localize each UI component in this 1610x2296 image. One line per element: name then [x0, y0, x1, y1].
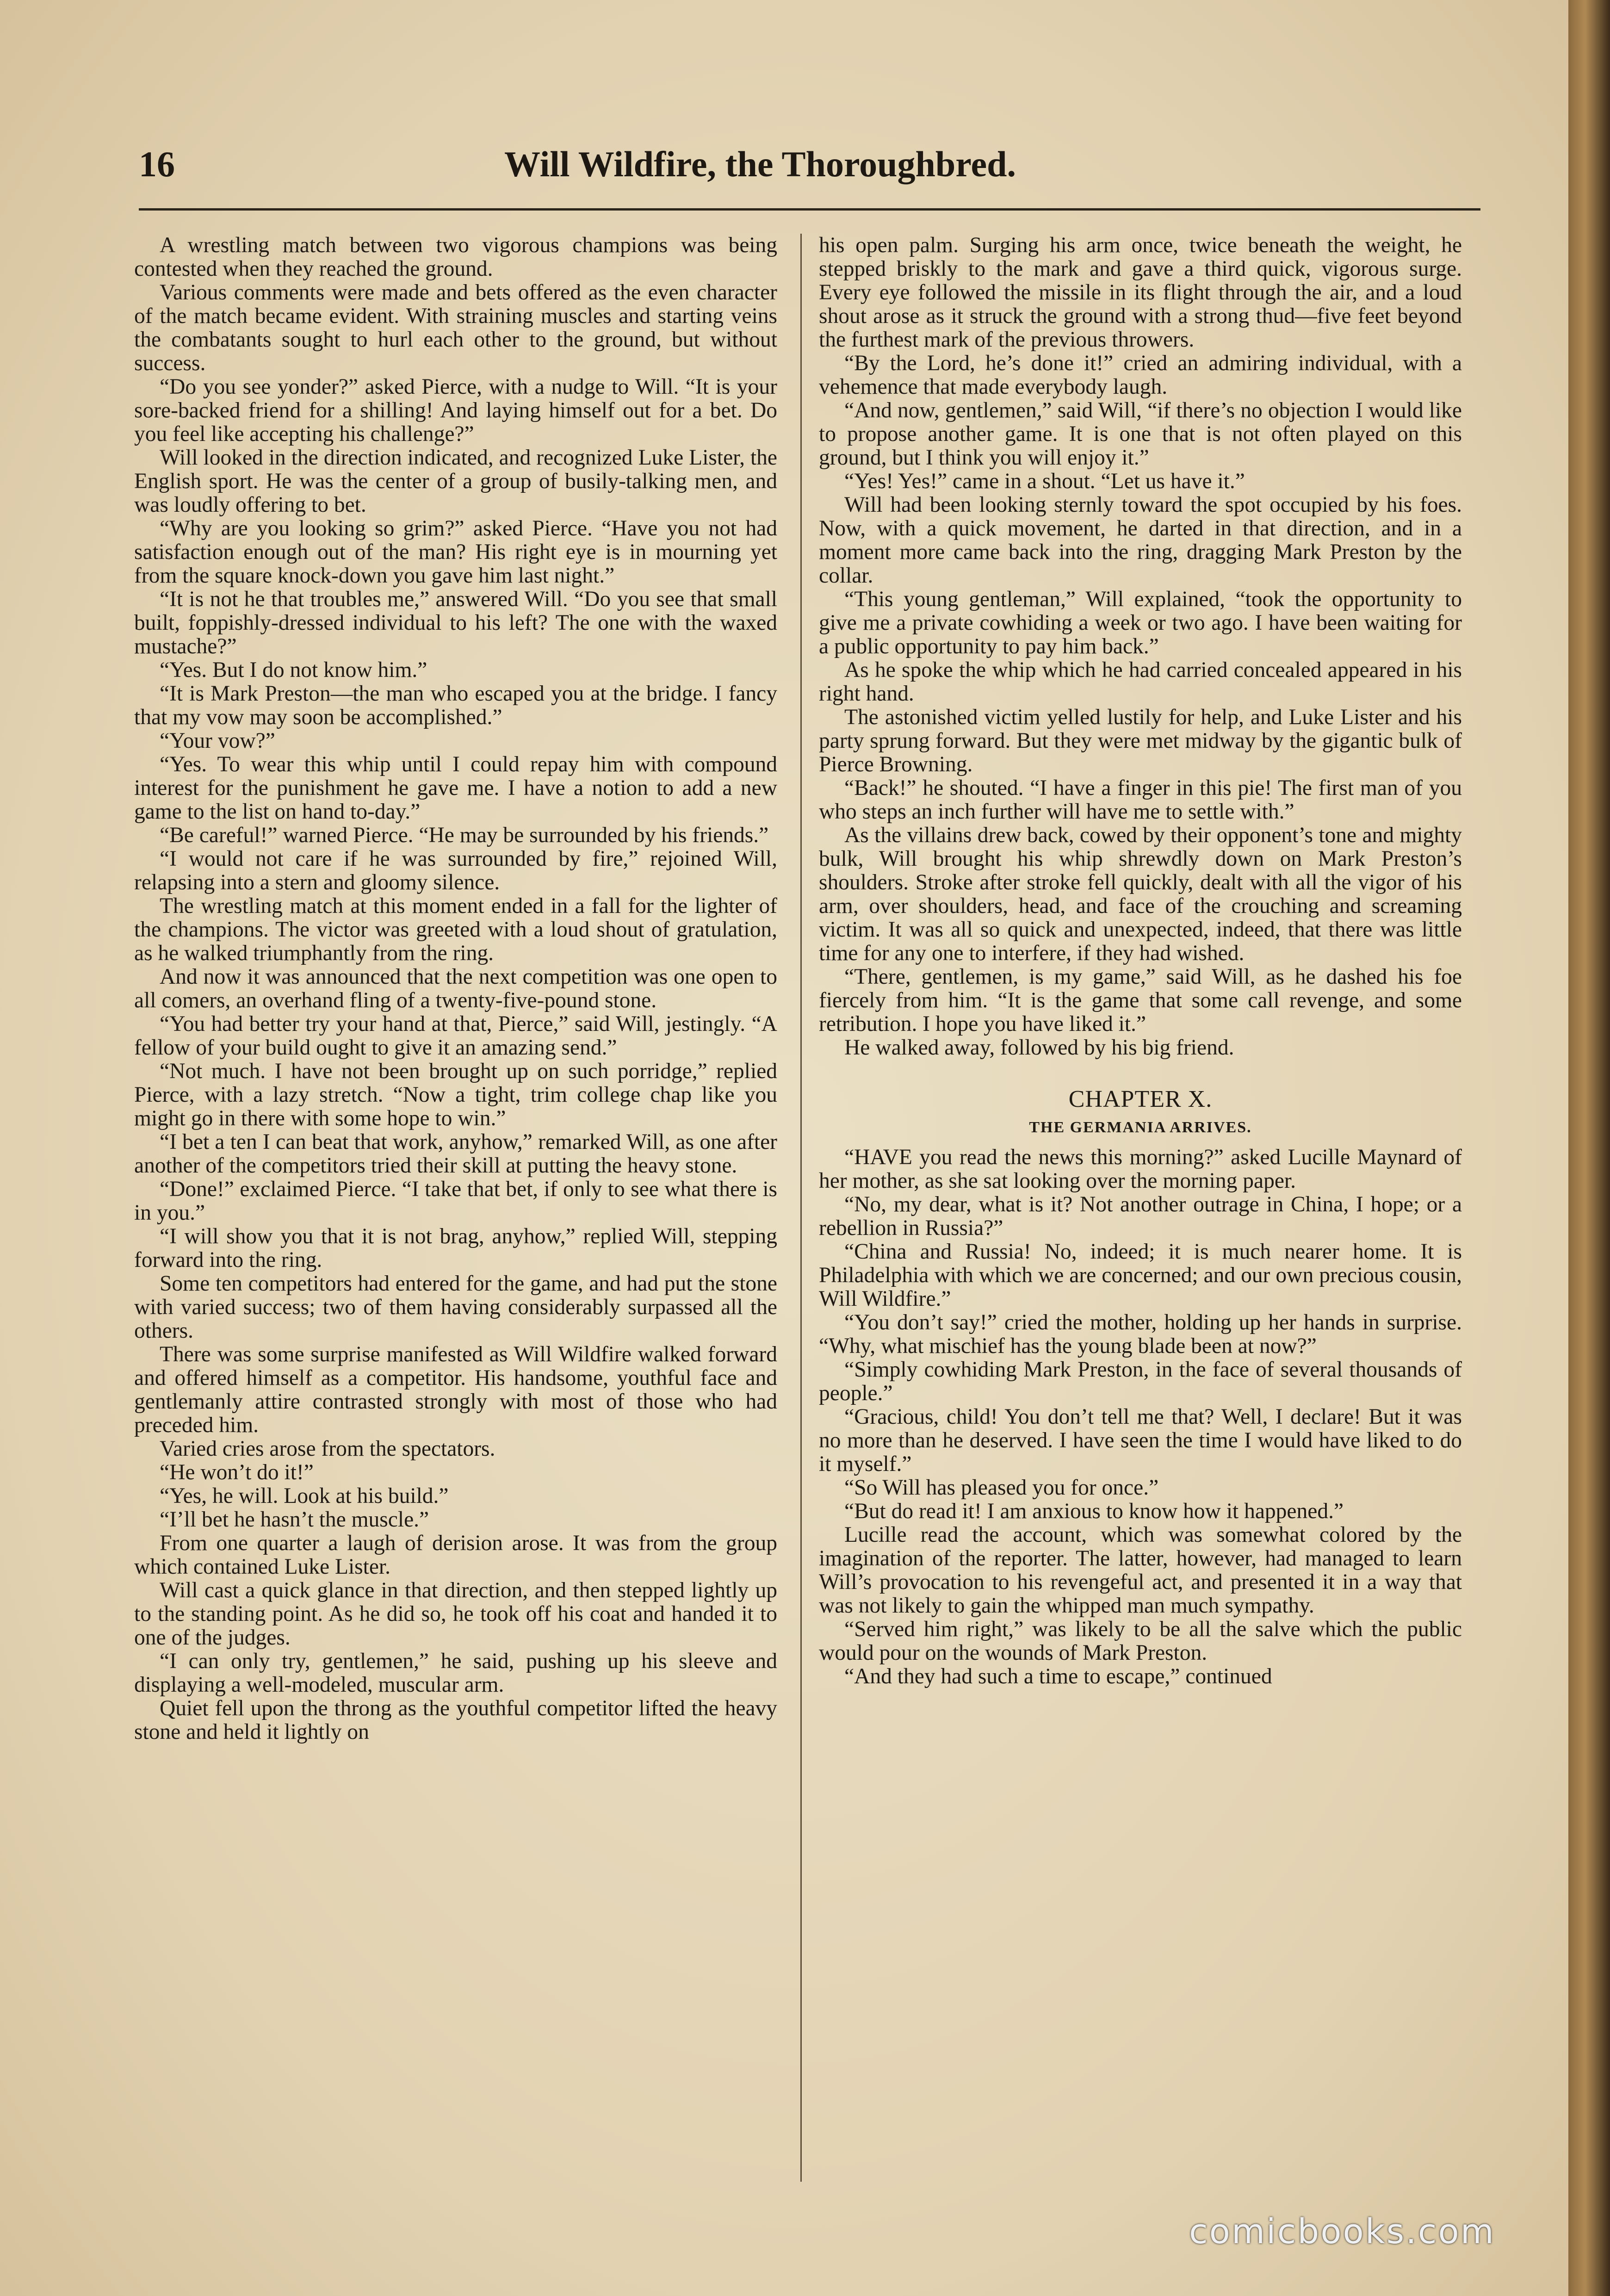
paragraph: As the villains drew back, cowed by their opponent’s tone and mighty bulk, Will brought his whip shrewdly down on Mark Preston’s shoulders. Stroke after stroke fell quickly, dealt with all the vigor of his arm, over shoulders, head, and face of the crouching and screaming victim. It was all so quick and unexpected, indeed, that there was little time for any one to interfere, if they had wished.	[819, 823, 1462, 965]
paragraph: “I would not care if he was surrounded by fire,” rejoined Will, relapsing into a stern and gloomy silence.	[134, 847, 777, 894]
paragraph: “Do you see yonder?” asked Pierce, with a nudge to Will. “It is your sore-backed friend for a shilling! And laying himself out for a bet. Do you feel like accepting his challenge?”	[134, 375, 777, 446]
paragraph: “You had better try your hand at that, Pierce,” said Will, jestingly. “A fellow of your build ought to give it an amazing send.”	[134, 1012, 777, 1060]
page-number: 16	[139, 144, 175, 184]
paragraph: “I will show you that it is not brag, anyhow,” replied Will, stepping forward into the ring.	[134, 1224, 777, 1272]
paragraph: Some ten competitors had entered for the game, and had put the stone with varied success; two of them having considerably surpassed all the others.	[134, 1272, 777, 1343]
column-divider	[800, 234, 802, 2182]
paragraph: “China and Russia! No, indeed; it is much nearer home. It is Philadelphia with which we are concerned; and our own precious cousin, Will Wildfire.”	[819, 1240, 1462, 1311]
paragraph: “Yes, he will. Look at his build.”	[160, 1484, 449, 1508]
paragraph: From one quarter a laugh of derision arose. It was from the group which contained Luke Lister.	[134, 1531, 777, 1579]
right-column-story	[819, 234, 1462, 1060]
paragraph: The astonished victim yelled lustily for help, and Luke Lister and his party sprung forward. But they were met midway by the gigantic bulk of Pierce Browning.	[819, 705, 1462, 776]
paragraph: “It is not he that troubles me,” answered Will. “Do you see that small built, foppishly-dressed individual to his left? The one with the waxed mustache?”	[134, 587, 777, 658]
paragraph: There was some surprise manifested as Will Wildfire walked forward and offered himself as a competitor. His handsome, youthful face and gentlemanly attire contrasted strongly with most of those who had preceded him.	[134, 1342, 777, 1437]
paragraph: “And now, gentlemen,” said Will, “if there’s no objection I would like to propose another game. It is one that is not often played on this ground, but I think you will enjoy it.”	[819, 398, 1462, 470]
paragraph: “I’ll bet he hasn’t the muscle.”	[160, 1508, 429, 1532]
paragraph: “Done!” exclaimed Pierce. “I take that bet, if only to see what there is in you.”	[134, 1177, 777, 1225]
paragraph: “You don’t say!” cried the mother, holding up her hands in surprise. “Why, what mischief has the young blade been at now?”	[819, 1310, 1462, 1358]
paragraph: “He won’t do it!”	[160, 1460, 314, 1484]
paragraph: “No, my dear, what is it? Not another outrage in China, I hope; or a rebellion in Russia?”	[819, 1192, 1462, 1240]
chapter-heading: CHAPTER X.	[1068, 1086, 1213, 1112]
paragraph: “Simply cowhiding Mark Preston, in the face of several thousands of people.”	[819, 1358, 1462, 1405]
paragraph: “Be careful!” warned Pierce. “He may be surrounded by his friends.”	[160, 823, 769, 847]
paragraph: And now it was announced that the next competition was one open to all comers, an overhand fling of a twenty-five-pound stone.	[134, 965, 777, 1012]
paragraph: “Yes. But I do not know him.”	[160, 658, 427, 682]
paragraph: “Not much. I have not been brought up on such porridge,” replied Pierce, with a lazy stretch. “Now a tight, trim college chap like you might go in there with some hope to win.”	[134, 1059, 777, 1130]
paragraph: “So Will has pleased you for once.”	[844, 1476, 1159, 1500]
watermark: comicbooks.com	[1189, 2212, 1495, 2252]
paragraph: “Yes! Yes!” came in a shout. “Let us have it.”	[844, 469, 1245, 493]
paragraph: Quiet fell upon the throng as the youthful competitor lifted the heavy stone and held it lightly on	[134, 1696, 777, 1744]
paragraph: his open palm. Surging his arm once, twice beneath the weight, he stepped briskly to the mark and gave a third quick, vigorous surge. Every eye followed the missile in its flight through the air, and a loud shout arose as it struck the ground with a strong thud—five feet beyond the furthest mark of the previous throwers.	[819, 234, 1462, 352]
book-spine-edge	[1568, 0, 1610, 2296]
paragraph: Lucille read the account, which was somewhat colored by the imagination of the reporter. The latter, however, had managed to learn Will’s provocation to his revengeful act, and presented it in a way that was not likely to gain the whipped man much sympathy.	[819, 1523, 1462, 1618]
page-header	[139, 139, 1480, 204]
paragraph: “There, gentlemen, is my game,” said Will, as he dashed his foe fiercely from him. “It is the game that some call revenge, and some retribution. I hope you have liked it.”	[819, 965, 1462, 1036]
paragraph: “And they had such a time to escape,” continued	[844, 1664, 1272, 1688]
paragraph: The wrestling match at this moment ended in a fall for the lighter of the champions. The victor was greeted with a loud shout of gratulation, as he walked triumphantly from the ring.	[134, 894, 777, 965]
paragraph: Varied cries arose from the spectators.	[160, 1437, 495, 1461]
paragraph: “Served him right,” was likely to be all the salve which the public would pour on the wounds of Mark Preston.	[819, 1617, 1462, 1665]
paragraph: He walked away, followed by his big friend.	[844, 1036, 1234, 1060]
paragraph: “I bet a ten I can beat that work, anyhow,” remarked Will, as one after another of the competitors tried their skill at putting the heavy stone.	[134, 1130, 777, 1178]
paragraph: “HAVE you read the news this morning?” asked Lucille Maynard of her mother, as she sat looking over the morning paper.	[819, 1145, 1462, 1193]
header-rule	[139, 208, 1480, 211]
paragraph: “It is Mark Preston—the man who escaped you at the bridge. I fancy that my vow may soon be accomplished.”	[134, 682, 777, 729]
left-column	[134, 234, 777, 2205]
paragraph: “Back!” he shouted. “I have a finger in this pie! The first man of you who steps an inch further will have me to settle with.”	[819, 776, 1462, 824]
paragraph: “Yes. To wear this whip until I could repay him with compound interest for the punishment he gave me. I have a notion to add a new game to the list on hand to-day.”	[134, 752, 777, 824]
running-title: Will Wildfire, the Thoroughbred.	[504, 144, 1016, 184]
chapter-x-text	[819, 1146, 1462, 1688]
paragraph: “I can only try, gentlemen,” he said, pushing up his sleeve and displaying a well-modeled, muscular arm.	[134, 1649, 777, 1697]
chapter-subtitle: THE GERMANIA ARRIVES.	[1029, 1119, 1252, 1136]
paragraph: “This young gentleman,” Will explained, “took the opportunity to give me a private cowhiding a week or two ago. I have been waiting for a public opportunity to pay him back.”	[819, 587, 1462, 658]
right-column	[819, 234, 1462, 2205]
paragraph: A wrestling match between two vigorous champions was being contested when they reached the ground.	[134, 234, 777, 281]
paragraph: Various comments were made and bets offered as the even character of the match became evident. With straining muscles and starting veins the combatants sought to hurl each other to the ground, but without success.	[134, 280, 777, 375]
paragraph: Will had been looking sternly toward the spot occupied by his foes. Now, with a quick movement, he darted in that direction, and in a moment more came back into the ring, dragging Mark Preston by the collar.	[819, 493, 1462, 588]
paragraph: Will looked in the direction indicated, and recognized Luke Lister, the English sport. He was the center of a group of busily-talking men, and was loudly offering to bet.	[134, 446, 777, 517]
paragraph: “Why are you looking so grim?” asked Pierce. “Have you not had satisfaction enough out of the man? His right eye is in mourning yet from the square knock-down you gave him last night.”	[134, 516, 777, 588]
paragraph: “Your vow?”	[160, 729, 275, 753]
paragraph: “But do read it! I am anxious to know how it happened.”	[844, 1499, 1344, 1523]
paragraph: As he spoke the whip which he had carried concealed appeared in his right hand.	[819, 658, 1462, 706]
paragraph: “Gracious, child! You don’t tell me that? Well, I declare! But it was no more than he deserved. I have seen the time I would have liked to do it myself.”	[819, 1405, 1462, 1476]
paragraph: “By the Lord, he’s done it!” cried an admiring individual, with a vehemence that made everybody laugh.	[819, 351, 1462, 399]
paragraph: Will cast a quick glance in that direction, and then stepped lightly up to the standing point. As he did so, he took off his coat and handed it to one of the judges.	[134, 1578, 777, 1650]
